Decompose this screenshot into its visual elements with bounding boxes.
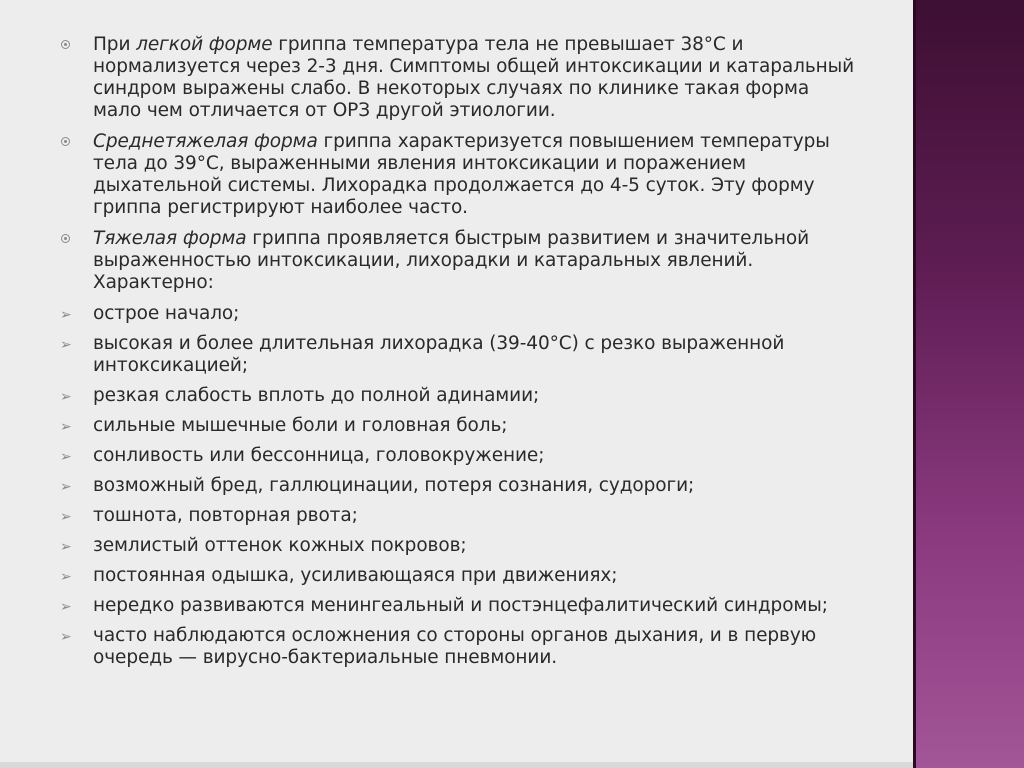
symptom-item (58, 535, 858, 557)
arrow-bullet-icon: ➢ (60, 449, 72, 465)
symptom-item (58, 565, 858, 587)
symptom-text: сильные мышечные боли и головная боль; (93, 415, 508, 436)
symptom-item (58, 415, 858, 437)
arrow-bullet-icon: ➢ (60, 539, 72, 555)
arrow-bullet-icon: ➢ (60, 509, 72, 525)
paragraph-text-pre: При (93, 34, 137, 55)
symptom-text: возможный бред, галлюцинации, потеря сознания, судороги; (93, 475, 695, 496)
circle-bullet-icon (60, 228, 74, 250)
arrow-bullet-icon: ➢ (60, 337, 72, 353)
paragraph-emphasis: Тяжелая форма (93, 228, 247, 249)
symptom-item (58, 385, 858, 407)
paragraph-text-post: гриппа температура тела не превышает 38°С и нормализуется через 2-3 дня. Симптомы общей интоксикации и катаральный синдром выражены слабо. В некоторых случаях по клинике такая форма мало чем отличается от ОРЗ другой этиологии. (93, 34, 855, 121)
symptom-item (58, 445, 858, 467)
arrow-bullet-icon: ➢ (60, 479, 72, 495)
slide-content (58, 34, 858, 677)
paragraph-emphasis: легкой форме (136, 34, 273, 55)
symptom-item (58, 303, 858, 325)
symptom-item (58, 625, 858, 669)
bottom-divider (0, 762, 913, 768)
paragraph-mild-form (58, 34, 858, 122)
symptom-text: часто наблюдаются осложнения со стороны органов дыхания, и в первую очередь — вирусно-бактериальные пневмонии. (93, 625, 817, 668)
arrow-bullet-icon: ➢ (60, 569, 72, 585)
circle-bullet-icon (60, 34, 74, 56)
paragraph-moderate-form (58, 131, 858, 219)
arrow-bullet-icon: ➢ (60, 419, 72, 435)
symptom-text: высокая и более длительная лихорадка (39-40°С) с резко выраженной интоксикацией; (93, 333, 785, 376)
symptom-text: нередко развиваются менингеальный и постэнцефалитический синдромы; (93, 595, 828, 616)
circle-bullet-icon (60, 131, 74, 153)
paragraph-emphasis: Среднетяжелая форма (93, 131, 318, 152)
arrow-bullet-icon: ➢ (60, 389, 72, 405)
symptom-item (58, 333, 858, 377)
symptom-item (58, 505, 858, 527)
paragraph-text-post: гриппа характеризуется повышением температуры тела до 39°С, выраженными явления интоксикации и поражением дыхательной системы. Лихорадка продолжается до 4-5 суток. Эту форму гриппа регистрируют наиболее часто. (93, 131, 830, 218)
paragraph-severe-form (58, 228, 858, 294)
arrow-bullet-icon: ➢ (60, 629, 72, 645)
symptom-text: сонливость или бессонница, головокружение; (93, 445, 545, 466)
symptom-text: резкая слабость вплоть до полной адинамии; (93, 385, 540, 406)
symptom-item (58, 475, 858, 497)
symptom-text: острое начало; (93, 303, 240, 324)
arrow-bullet-icon: ➢ (60, 307, 72, 323)
symptom-item (58, 595, 858, 617)
symptom-text: тошнота, повторная рвота; (93, 505, 358, 526)
decorative-side-bar (913, 0, 1024, 768)
paragraph-text-post: гриппа проявляется быстрым развитием и значительной выраженностью интоксикации, лихорадки и катаральных явлений. Характерно: (93, 228, 810, 293)
symptom-text: землистый оттенок кожных покровов; (93, 535, 467, 556)
arrow-bullet-icon: ➢ (60, 599, 72, 615)
symptom-text: постоянная одышка, усиливающаяся при движениях; (93, 565, 618, 586)
